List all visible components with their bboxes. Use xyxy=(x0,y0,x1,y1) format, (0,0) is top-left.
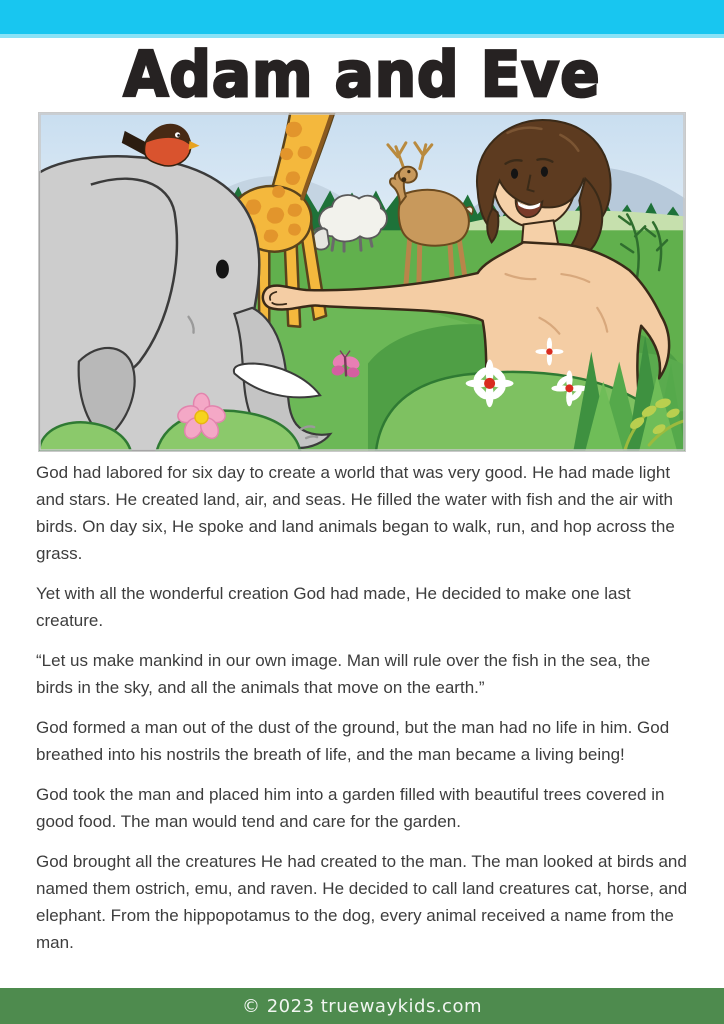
story-paragraph: God brought all the creatures He had created to the man. The man looked at birds and named them ostrich, emu, and raven. He decided to call land creatures cat, horse, and elephant. From the hippopotamus to the dog, every animal received a name from the man. xyxy=(36,852,688,952)
story-illustration xyxy=(38,112,686,452)
title-wrap xyxy=(0,37,724,112)
story-paragraph: God formed a man out of the dust of the ground, but the man had no life in him. God breathed into his nostrils the breath of life, and the man became a living being! xyxy=(36,718,670,764)
top-bar xyxy=(0,0,724,38)
story-text xyxy=(0,452,724,956)
story-paragraph: God took the man and placed him into a garden filled with beautiful trees covered in good food. The man would tend and care for the garden. xyxy=(36,785,665,831)
footer-bar xyxy=(0,988,724,1024)
copyright-text: © 2023 truewaykids.com xyxy=(242,995,482,1017)
story-paragraph: God had labored for six day to create a world that was very good. He had made light and stars. He created land, air, and seas. He filled the water with fish and the air with birds. On day six, He spoke and land animals began to walk, run, and hop across the grass. xyxy=(36,463,675,563)
page-title: Adam and Eve xyxy=(123,37,601,112)
story-paragraph: “Let us make mankind in our own image. Man will rule over the fish in the sea, the birds in the sky, and all the animals that move on the earth.” xyxy=(36,651,651,697)
story-paragraph: Yet with all the wonderful creation God had made, He decided to make one last creature. xyxy=(36,584,631,630)
